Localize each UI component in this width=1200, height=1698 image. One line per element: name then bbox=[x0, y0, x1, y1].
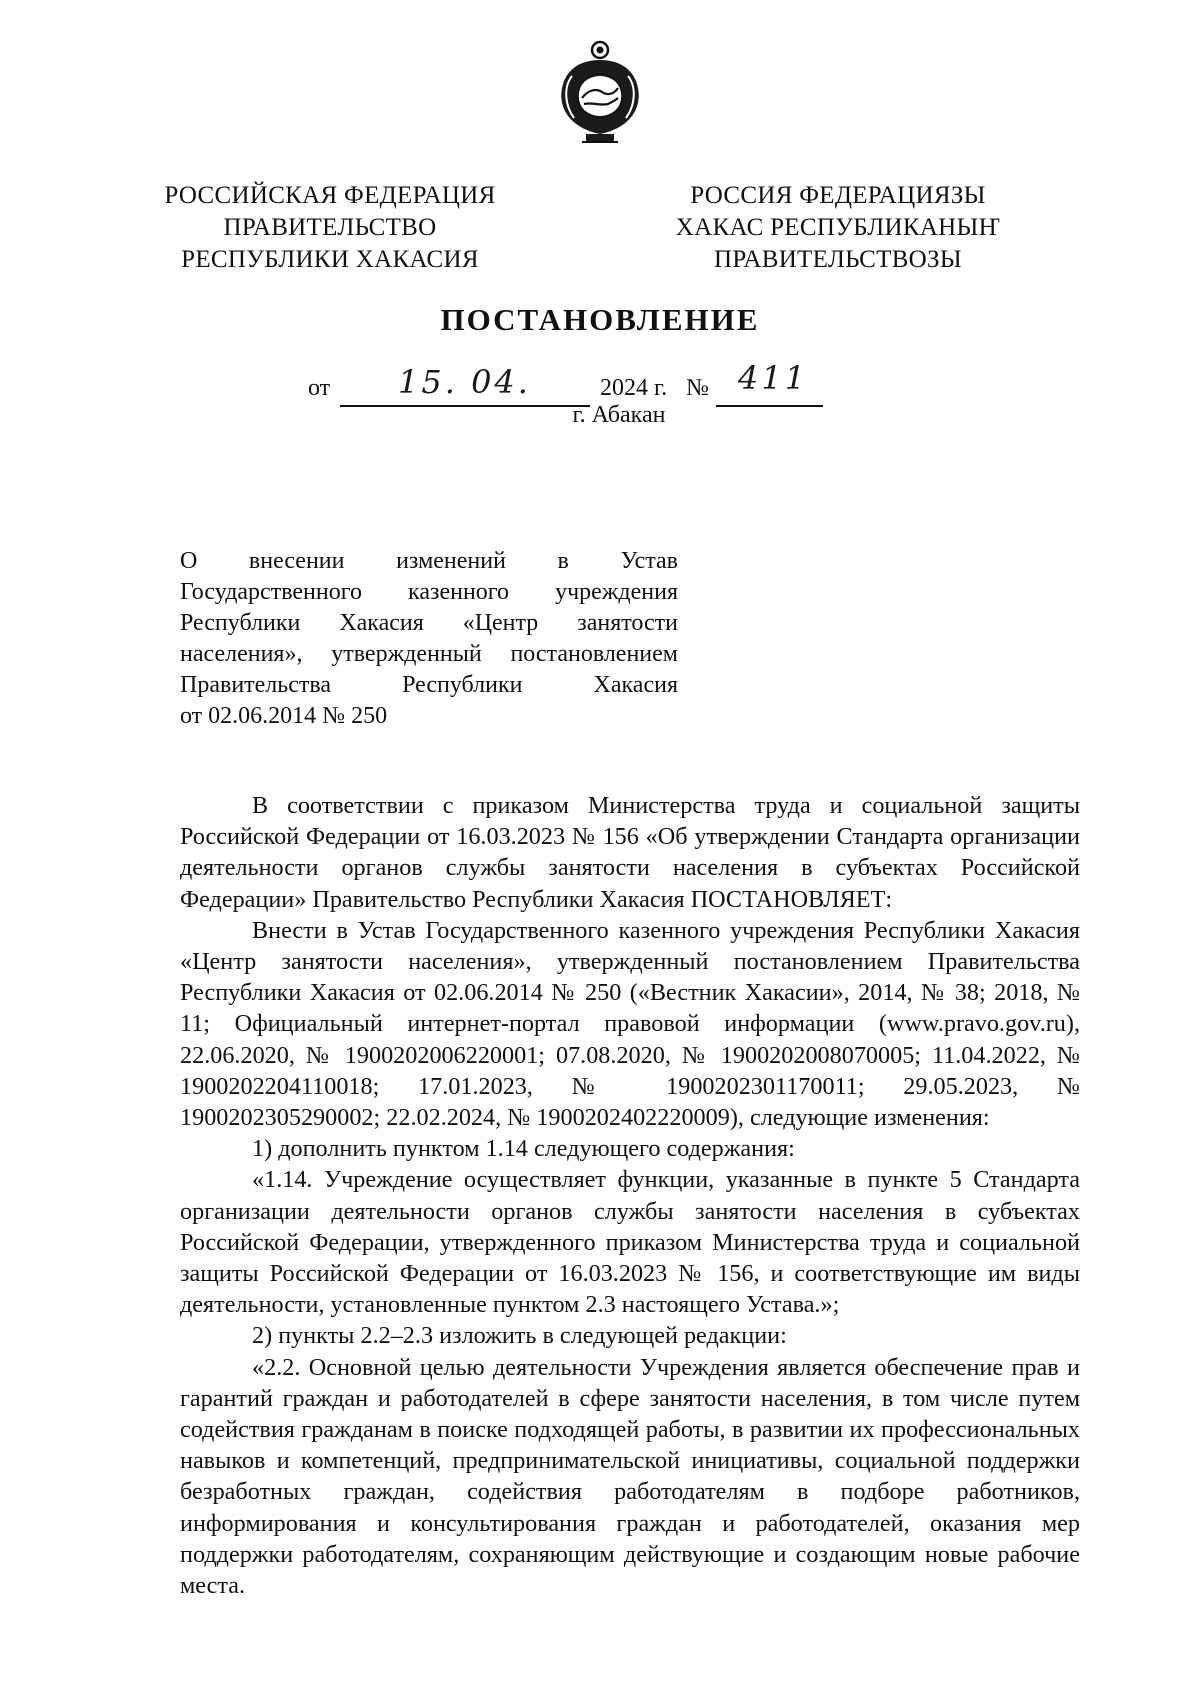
paragraph: В соответствии с приказом Министерства труда и социальной защиты Российской Федерации от 16.03.2023 № 156 «Об утверждении Стандарта организации деятельности органов службы занятости населения в субъектах Российской Федерации» Правительство Республики Хакасия ПОСТАНОВЛЯЕТ: bbox=[180, 792, 1080, 913]
handwritten-number: 411 bbox=[738, 359, 809, 397]
handwritten-date: 15. 04. bbox=[398, 363, 531, 401]
coat-of-arms-emblem bbox=[552, 38, 648, 148]
paragraph: 1) дополнить пунктом 1.14 следующего содержания: bbox=[252, 1135, 795, 1163]
subject-line: Правительства Республики Хакасия bbox=[180, 672, 678, 698]
header-left-line: ПРАВИТЕЛЬСТВО bbox=[223, 214, 437, 241]
document-body bbox=[180, 790, 1080, 1601]
subject-line: О внесении изменений в Устав bbox=[180, 548, 678, 574]
header-left bbox=[150, 180, 510, 276]
subject-line: населения», утвержденный постановлением bbox=[180, 641, 678, 667]
paragraph: «1.14. Учреждение осуществляет функции, указанные в пункте 5 Стандарта организации деятельности органов службы занятости населения в субъектах Российской Федерации, утвержденного приказом Министерства труда и социальной защиты Российской Федерации от 16.03.2023 № 156, и соответствующие им виды деятельности, установленные пунктом 2.3 настоящего Устава.»; bbox=[180, 1166, 1080, 1319]
paragraph: Внести в Устав Государственного казенного учреждения Республики Хакасия «Центр занятости населения», утвержденный постановлением Правительства Республики Хакасия от 02.06.2014 № 250 («Вестник Хакасии», 2014, № 38; 2018, № 11; Официальный интернет-портал правовой информации (www.pravo.gov.ru), 22.06.2020, № 1900202006220001; 07.08.2020, № 1900202008070005; 11.04.2022, № 1900202204110018; 17.01.2023, № 1900202301170011; 29.05.2023, № 1900202305290002; 22.02.2024, № 1900202402220009), следующие изменения: bbox=[180, 916, 1080, 1132]
year-label: 2024 г. bbox=[600, 375, 668, 401]
number-label: № bbox=[686, 375, 709, 401]
date-number-row bbox=[308, 359, 908, 401]
header-right-line: ПРАВИТЕЛЬСТВОЗЫ bbox=[714, 246, 962, 273]
city: г. Абакан bbox=[572, 402, 666, 428]
subject-block bbox=[180, 546, 678, 732]
paragraph: 2) пункты 2.2–2.3 изложить в следующей редакции: bbox=[252, 1322, 787, 1350]
document-title: ПОСТАНОВЛЕНИЕ bbox=[440, 302, 760, 337]
subject-line: Государственного казенного учреждения bbox=[180, 579, 678, 605]
header-right bbox=[658, 180, 1018, 276]
date-prefix: от bbox=[308, 375, 331, 401]
paragraph: «2.2. Основной целью деятельности Учреждения является обеспечение прав и гарантий граждан и работодателей в сфере занятости населения, в том числе путем содействия гражданам в поиске подходящей работы, в развитии их профессиональных навыков и компетенций, предпринимательской инициативы, социальной поддержки безработных граждан, содействия работодателям в подборе работников, информирования и консультирования граждан и работодателей, оказания мер поддержки работодателям, сохраняющим действующие и создающим новые рабочие места. bbox=[180, 1353, 1080, 1600]
header-right-line: РОССИЯ ФЕДЕРАЦИЯЗЫ bbox=[690, 182, 986, 209]
header-right-line: ХАКАС РЕСПУБЛИКАНЫҤ bbox=[675, 214, 1001, 241]
subject-line: Республики Хакасия «Центр занятости bbox=[180, 610, 678, 636]
header-left-line: РЕСПУБЛИКИ ХАКАСИЯ bbox=[181, 246, 479, 273]
header-left-line: РОССИЙСКАЯ ФЕДЕРАЦИЯ bbox=[164, 182, 496, 209]
subject-line: от 02.06.2014 № 250 bbox=[180, 703, 388, 729]
